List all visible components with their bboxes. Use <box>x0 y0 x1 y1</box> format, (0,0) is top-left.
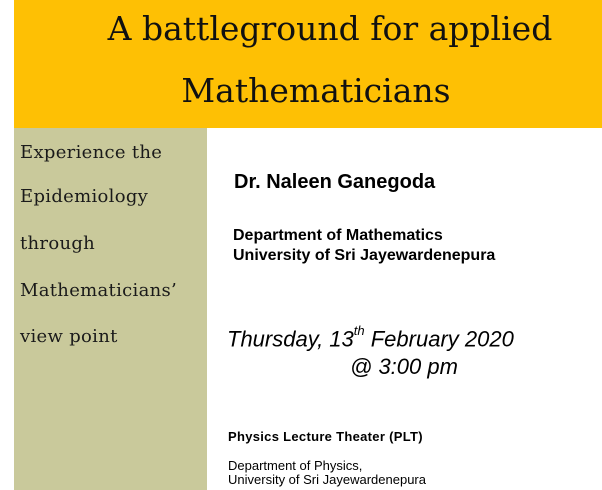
sidebar-line-4: Mathematicians’ <box>20 280 178 301</box>
title-banner <box>14 0 602 128</box>
title-line-2: Mathematicians <box>181 71 451 110</box>
date-rest: February 2020 <box>364 326 514 352</box>
venue-university: University of Sri Jayewardenepura <box>228 472 426 487</box>
event-details <box>207 128 602 490</box>
date-prefix: Thursday, 13 <box>227 326 354 352</box>
sidebar-line-5: view point <box>20 326 118 347</box>
topic-sidebar <box>14 128 207 490</box>
sidebar-line-2: Epidemiology <box>20 186 149 207</box>
speaker-name: Dr. Naleen Ganegoda <box>234 171 436 193</box>
event-date <box>227 323 514 352</box>
event-time: @ 3:00 pm <box>350 354 458 379</box>
venue-name: Physics Lecture Theater (PLT) <box>228 429 423 444</box>
sidebar-line-3: through <box>20 233 96 254</box>
speaker-university: University of Sri Jayewardenepura <box>233 247 496 264</box>
title-line-1: A battleground for applied <box>107 9 553 48</box>
venue-department: Department of Physics, <box>228 458 363 473</box>
date-ordinal: th <box>353 323 365 338</box>
speaker-department: Department of Mathematics <box>233 227 443 244</box>
sidebar-line-1: Experience the <box>20 142 163 163</box>
